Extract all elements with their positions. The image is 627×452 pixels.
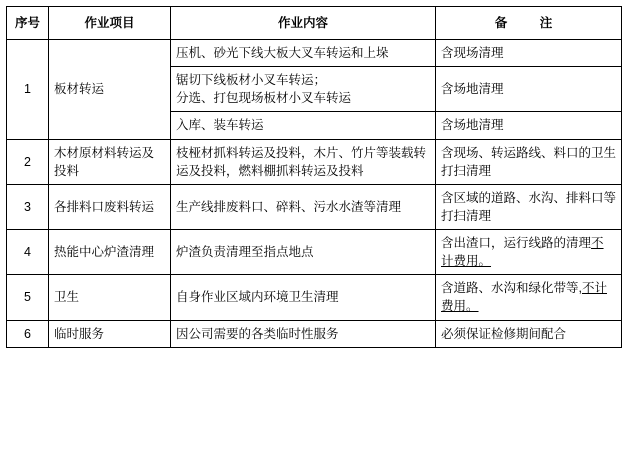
- cell-remark: 含现场、转运路线、料口的卫生打扫清理: [436, 139, 622, 184]
- cell-item: 各排料口废料转运: [49, 184, 171, 229]
- table-row: [7, 275, 622, 320]
- cell-seq: 3: [7, 184, 49, 229]
- table-body: [7, 40, 622, 348]
- remark-text-plain: 含道路、水沟和绿化带等,: [441, 281, 582, 296]
- cell-remark: [436, 275, 622, 320]
- cell-remark: [436, 230, 622, 275]
- table-row: [7, 184, 622, 229]
- table-header: [7, 7, 622, 40]
- cell-remark: 含场地清理: [436, 112, 622, 139]
- cell-item: 临时服务: [49, 320, 171, 347]
- work-assignment-table: [6, 6, 622, 348]
- remark-text-plain: 含出渣口，运行线路的清理: [441, 236, 592, 250]
- cell-content: 自身作业区域内环境卫生清理: [171, 275, 436, 320]
- table-row: [7, 40, 622, 67]
- cell-seq: 1: [7, 40, 49, 140]
- cell-item: 热能中心炉渣清理: [49, 230, 171, 275]
- column-header-item: 作业项目: [49, 7, 171, 40]
- cell-item: 板材转运: [49, 40, 171, 140]
- cell-content: 压机、砂光下线大板大叉车转运和上垛: [171, 40, 436, 67]
- cell-content: 生产线排废料口、碎料、污水水渣等清理: [171, 184, 436, 229]
- cell-remark: 含场地清理: [436, 67, 622, 112]
- cell-content: 炉渣负责清理至指点地点: [171, 230, 436, 275]
- remark-text-underlined: 不计费用。: [441, 281, 607, 314]
- cell-remark: 含区域的道路、水沟、排料口等打扫清理: [436, 184, 622, 229]
- cell-seq: 2: [7, 139, 49, 184]
- table-header-row: [7, 7, 622, 40]
- cell-content: 锯切下线板材小叉车转运； 分选、打包现场板材小叉车转运: [171, 67, 436, 112]
- cell-item: 卫生: [49, 275, 171, 320]
- column-header-content: 作业内容: [171, 7, 436, 40]
- cell-content: 枝桠材抓料转运及投料，木片、竹片等装载转运及投料，燃料棚抓料转运及投料: [171, 139, 436, 184]
- cell-remark: 必须保证检修期间配合: [436, 320, 622, 347]
- cell-content: 因公司需要的各类临时性服务: [171, 320, 436, 347]
- column-header-seq: 序号: [7, 7, 49, 40]
- table-row: [7, 320, 622, 347]
- table-row: [7, 230, 622, 275]
- cell-seq: 5: [7, 275, 49, 320]
- cell-remark: 含现场清理: [436, 40, 622, 67]
- cell-seq: 6: [7, 320, 49, 347]
- column-header-remark: 备 注: [436, 7, 622, 40]
- cell-content: 入库、装车转运: [171, 112, 436, 139]
- cell-item: 木材原材料转运及投料: [49, 139, 171, 184]
- cell-seq: 4: [7, 230, 49, 275]
- remark-text-underlined: 不计费用。: [441, 236, 604, 269]
- table-row: [7, 139, 622, 184]
